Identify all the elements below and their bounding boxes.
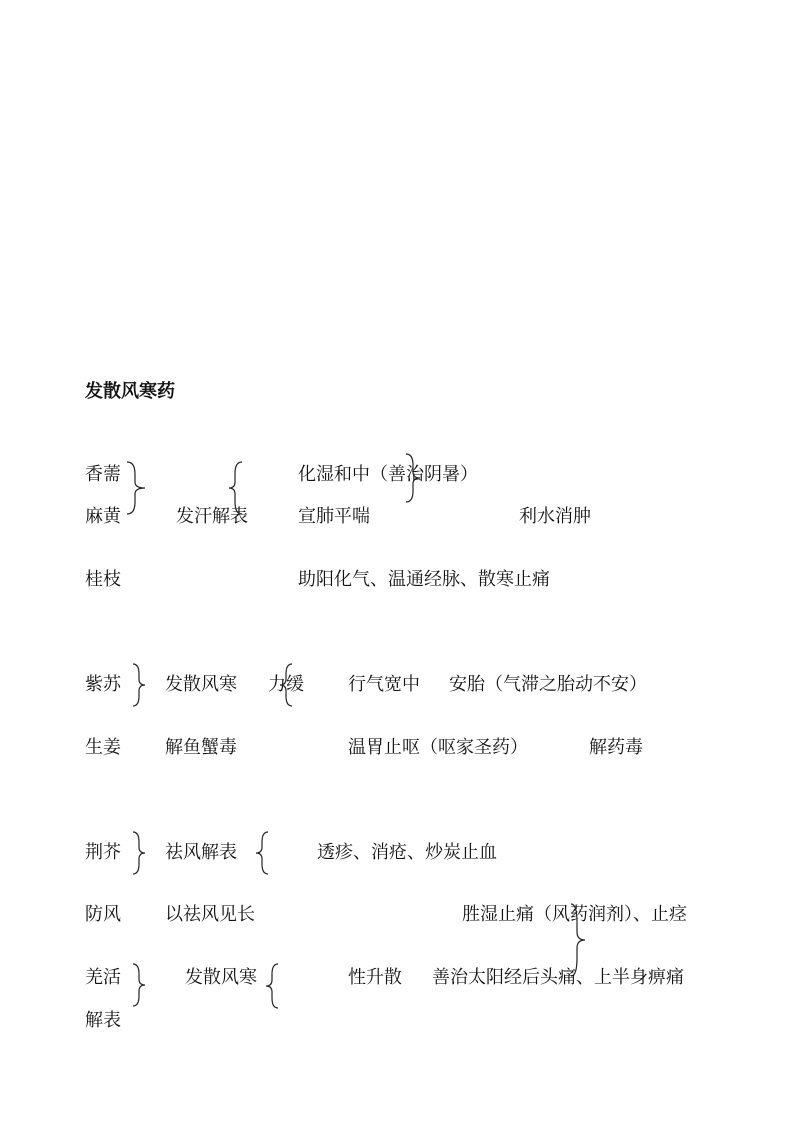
- left-brace-2: [278, 662, 294, 708]
- effect-fahan-jiebiao: 发汗解表: [176, 506, 248, 527]
- herb-zisu: 紫苏: [85, 674, 121, 695]
- right-brace-4: [131, 830, 147, 876]
- right-brace-2: [404, 452, 422, 504]
- herb-shengjiang: 生姜: [85, 737, 121, 758]
- herb-qianghuo: 羌活: [85, 967, 121, 988]
- note-lihuan: 力缓: [268, 674, 304, 695]
- note-xingsheng: 性升散: [348, 967, 402, 988]
- right-brace-5: [567, 902, 587, 978]
- herb-mahuang: 麻黄: [85, 506, 121, 527]
- herb-fangfeng: 防风: [85, 904, 121, 925]
- effect-jie-yaodu: 解药毒: [589, 737, 643, 758]
- effect-lishui-xiaozhong: 利水消肿: [519, 506, 591, 527]
- right-brace-3: [131, 662, 147, 708]
- right-brace-6: [131, 962, 147, 1008]
- effect-wenwei-zhiou: 温胃止呕（呕家圣药）: [348, 737, 528, 758]
- effect-jieyu-xiedu: 解鱼蟹毒: [165, 737, 237, 758]
- note-jiebiao: 解表: [85, 1010, 121, 1031]
- left-brace-1: [228, 460, 244, 516]
- left-brace-4: [264, 962, 280, 1010]
- effect-huashi-hezhong: 化湿和中（善治阴暑）: [298, 464, 478, 485]
- left-brace-3: [254, 830, 270, 876]
- effect-antai: 安胎（气滞之胎动不安）: [449, 674, 647, 695]
- herb-guizhi: 桂枝: [85, 569, 121, 590]
- effect-zhuyang-huaqi: 助阳化气、温通经脉、散寒止痛: [298, 569, 550, 590]
- effect-touzhen: 透疹、消疮、炒炭止血: [317, 842, 497, 863]
- herb-jingjie: 荆芥: [85, 842, 121, 863]
- effect-qufeng-jiebiao: 祛风解表: [165, 842, 237, 863]
- effect-shanzhi: 善治太阳经后头痛、上半身痹痛: [432, 967, 684, 988]
- note-yiqufeng: 以祛风见长: [165, 904, 255, 925]
- section-title: 发散风寒药: [85, 381, 175, 402]
- effect-shengshi-zhitong: 胜湿止痛（风药润剂）、止痉: [462, 904, 687, 925]
- effect-fasan-fenghan: 发散风寒: [165, 674, 237, 695]
- effect-xingqi-kuanzhong: 行气宽中: [348, 674, 420, 695]
- effect-fasan-fenghan-2: 发散风寒: [185, 967, 257, 988]
- right-brace-1: [125, 460, 149, 516]
- herb-xiangru: 香薷: [85, 464, 121, 485]
- effect-xuanfei-pingchuan: 宣肺平喘: [298, 506, 370, 527]
